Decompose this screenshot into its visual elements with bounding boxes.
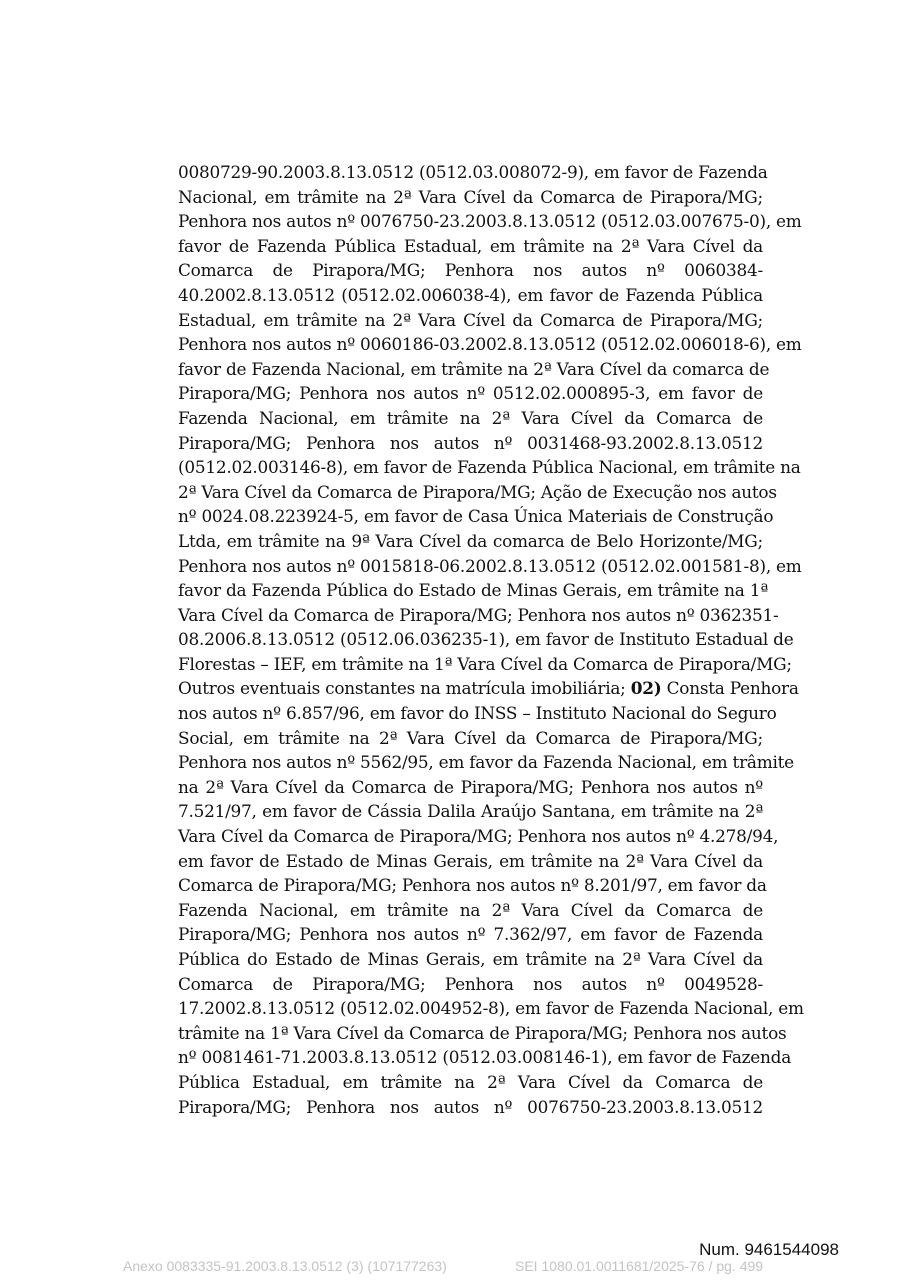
- body-line: trâmite na 1ª Vara Cível da Comarca de Pirapora/MG; Penhora nos autos: [178, 1022, 787, 1043]
- item-number: 02): [630, 678, 662, 699]
- body-line: Penhora nos autos nº 0015818-06.2002.8.13.0512 (0512.02.001581-8), em: [178, 555, 802, 576]
- body-line-with-item-number: [178, 676, 799, 701]
- body-line: Pirapora/MG; Penhora nos autos nº 0076750-23.2003.8.13.0512: [178, 1096, 763, 1117]
- body-line: Social, em trâmite na 2ª Vara Cível da Comarca de Pirapora/MG;: [178, 727, 763, 748]
- body-line: Comarca de Pirapora/MG; Penhora nos autos nº 8.201/97, em favor da: [178, 875, 767, 896]
- body-line: Florestas – IEF, em trâmite na 1ª Vara Cível da Comarca de Pirapora/MG;: [178, 653, 792, 674]
- body-line: 7.521/97, em favor de Cássia Dalila Araújo Santana, em trâmite na 2ª: [178, 801, 763, 822]
- document-number-stamp: Num. 9461544098: [699, 1240, 839, 1259]
- body-line: Fazenda Nacional, em trâmite na 2ª Vara Cível da Comarca de: [178, 407, 763, 428]
- footer-sei-reference: SEI 1080.01.0011681/2025-76 / pg. 499: [515, 1258, 764, 1274]
- body-line: Ltda, em trâmite na 9ª Vara Cível da comarca de Belo Horizonte/MG;: [178, 530, 763, 551]
- body-line: nos autos nº 6.857/96, em favor do INSS – Instituto Nacional do Seguro: [178, 703, 777, 724]
- body-line: Penhora nos autos nº 0060186-03.2002.8.13.0512 (0512.02.006018-6), em: [178, 334, 802, 355]
- body-line: Penhora nos autos nº 5562/95, em favor da Fazenda Nacional, em trâmite: [178, 752, 794, 773]
- body-line: 17.2002.8.13.0512 (0512.02.004952-8), em favor de Fazenda Nacional, em: [178, 998, 804, 1019]
- body-line: Comarca de Pirapora/MG; Penhora nos autos nº 0060384-: [178, 260, 763, 281]
- body-line: Estadual, em trâmite na 2ª Vara Cível da Comarca de Pirapora/MG;: [178, 309, 763, 330]
- page-footer: [0, 1258, 910, 1278]
- body-line: Pública Estadual, em trâmite na 2ª Vara Cível da Comarca de: [178, 1071, 763, 1092]
- body-line: nº 0024.08.223924-5, em favor de Casa Única Materiais de Construção: [178, 506, 774, 527]
- body-line: 08.2006.8.13.0512 (0512.06.036235-1), em favor de Instituto Estadual de: [178, 629, 794, 650]
- line-text-after: Consta Penhora: [661, 678, 799, 699]
- body-line: Fazenda Nacional, em trâmite na 2ª Vara Cível da Comarca de: [178, 899, 763, 920]
- body-line: 0080729-90.2003.8.13.0512 (0512.03.008072-9), em favor de Fazenda: [178, 162, 768, 182]
- body-line: Pirapora/MG; Penhora nos autos nº 0031468-93.2002.8.13.0512: [178, 432, 763, 453]
- body-line: Nacional, em trâmite na 2ª Vara Cível da Comarca de Pirapora/MG;: [178, 186, 763, 207]
- footer-annex-reference: Anexo 0083335-91.2003.8.13.0512 (3) (107177263): [123, 1258, 447, 1274]
- body-line: Pirapora/MG; Penhora nos autos nº 0512.02.000895-3, em favor de: [178, 383, 763, 404]
- body-line: favor da Fazenda Pública do Estado de Minas Gerais, em trâmite na 1ª: [178, 580, 768, 601]
- body-line: favor de Fazenda Pública Estadual, em trâmite na 2ª Vara Cível da: [178, 235, 763, 256]
- body-line: em favor de Estado de Minas Gerais, em trâmite na 2ª Vara Cível da: [178, 850, 763, 871]
- body-line: Vara Cível da Comarca de Pirapora/MG; Penhora nos autos nº 0362351-: [178, 604, 779, 625]
- document-body: [178, 160, 804, 1119]
- body-line: 2ª Vara Cível da Comarca de Pirapora/MG; Ação de Execução nos autos: [178, 481, 777, 502]
- body-line: (0512.02.003146-8), em favor de Fazenda Pública Nacional, em trâmite na: [178, 457, 801, 478]
- body-line: na 2ª Vara Cível da Comarca de Pirapora/MG; Penhora nos autos nº: [178, 776, 763, 797]
- body-line: favor de Fazenda Nacional, em trâmite na 2ª Vara Cível da comarca de: [178, 358, 770, 379]
- body-line: Vara Cível da Comarca de Pirapora/MG; Penhora nos autos nº 4.278/94,: [178, 826, 779, 847]
- body-line: Pública do Estado de Minas Gerais, em trâmite na 2ª Vara Cível da: [178, 949, 763, 969]
- line-text-before: Outros eventuais constantes na matrícula imobiliária;: [178, 678, 631, 699]
- body-line: Penhora nos autos nº 0076750-23.2003.8.13.0512 (0512.03.007675-0), em: [178, 211, 802, 232]
- body-line: Pirapora/MG; Penhora nos autos nº 7.362/97, em favor de Fazenda: [178, 924, 763, 945]
- body-line: Comarca de Pirapora/MG; Penhora nos autos nº 0049528-: [178, 973, 763, 994]
- body-line: 40.2002.8.13.0512 (0512.02.006038-4), em favor de Fazenda Pública: [178, 284, 763, 305]
- body-line: nº 0081461-71.2003.8.13.0512 (0512.03.008146-1), em favor de Fazenda: [178, 1047, 792, 1068]
